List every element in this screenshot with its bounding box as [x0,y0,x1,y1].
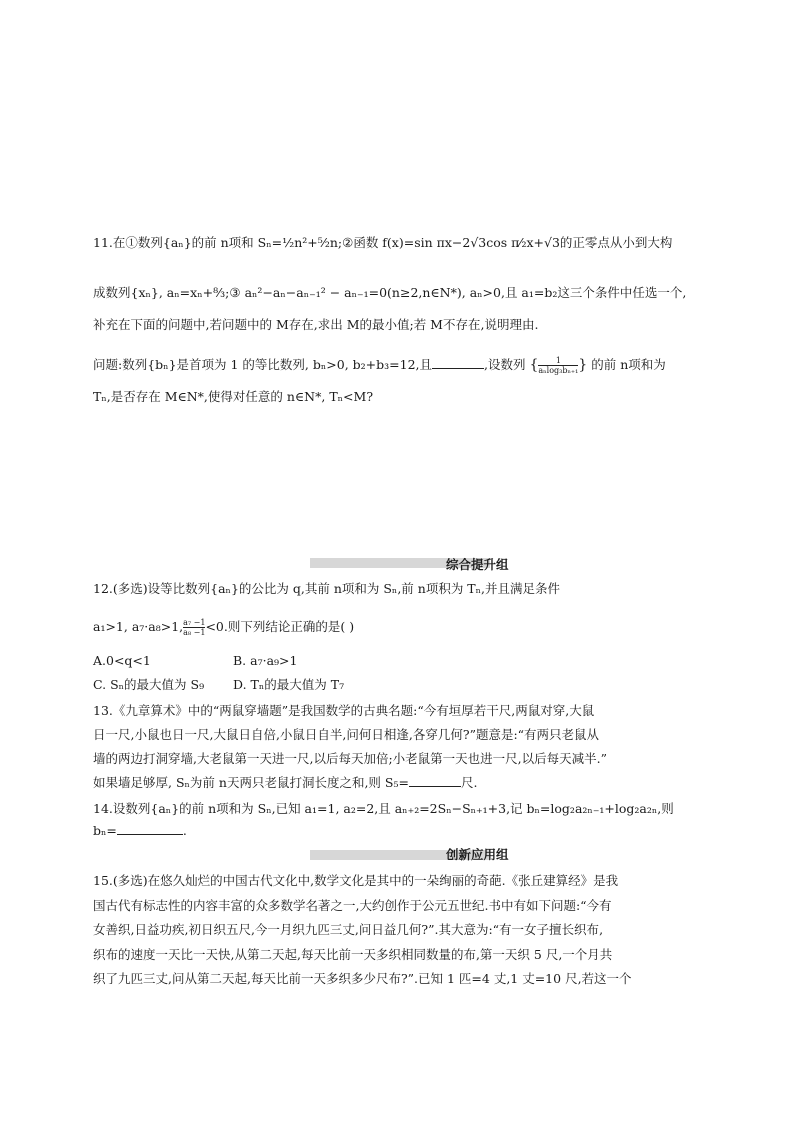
q13-line-2: 日一尺,小鼠也日一尺,大鼠日自倍,小鼠日自半,问何日相逢,各穿几何?”题意是:“有两只老鼠从 [93,727,600,742]
q11-fraction [538,356,578,375]
q12-fraction-numerator: a₇ −1 [183,618,206,627]
q13-line-1: 13.《九章算术》中的“两鼠穿墙题”是我国数学的古典名题:“今有垣厚若干尺,两鼠对穿,大鼠 [93,703,595,718]
q12-fraction-denominator: a₈ −1 [183,628,206,637]
q12-option-c[interactable]: C. Sₙ的最大值为 S₉ [93,677,205,692]
q11-brace-right: } [578,357,588,373]
q13-line-3: 墙的两边打洞穿墙,大老鼠第一天进一尺,以后每天加倍;小老鼠第一天也进一尺,以后每天减半.” [93,751,607,766]
q14-line-1: 14.设数列{aₙ}的前 n项和为 Sₙ,已知 a₁=1, a₂=2,且 aₙ₊₂=2Sₙ−Sₙ₊₁+3,记 bₙ=log₂a₂ₙ₋₁+log₂a₂ₙ,则 [93,801,674,816]
q15-line-5: 织了九匹三丈,问从第二天起,每天比前一天多织多少尺布?”.已知 1 匹=4 丈,1 丈=10 尺,若这一个 [93,971,632,986]
q12-options-row-1 [93,652,734,670]
q11-answer-blank[interactable] [432,356,484,369]
q11-line-2: 成数列{xₙ}, aₙ=xₙ+⁸⁄₃;③ aₙ²−aₙ−aₙ₋₁² − aₙ₋₁=0(n≥2,n∈N*), aₙ>0,且 a₁=b₂这三个条件中任选一个, [93,285,687,300]
q14-line-2 [93,822,734,840]
q14-answer-blank[interactable] [117,822,183,835]
q12-options-row-2 [93,676,734,694]
section-1-title: 综合提升组 [446,557,509,572]
section-2-title: 创新应用组 [446,847,509,862]
q15-line-3: 女善织,日益功疾,初日织五尺,今一月织九匹三丈,问日益几何?”.其大意为:“有一女子擅长织布, [93,922,604,937]
q13-line-4-text-b: 尺. [460,775,478,790]
q11-brace-left: { [529,357,539,373]
q11-line-4 [93,356,734,375]
q11-line-4-text-a: 问题:数列{bₙ}是首项为 1 的等比数列, bₙ>0, b₂+b₃=12,且 [93,357,433,372]
q13-line-4 [93,774,734,792]
q14-line-2-text-a: bₙ= [93,823,117,838]
q12-line-2-text-a: a₁>1, a₇·a₈>1, [93,619,184,634]
q12-option-a[interactable]: A.0<q<1 [93,653,151,668]
q11-line-1: 11.在①数列{aₙ}的前 n项和 Sₙ=½n²+⁵⁄₂n;②函数 f(x)=sin πx−2√3cos π⁄₂x+√3的正零点从小到大构 [93,235,673,250]
q13-answer-blank[interactable] [409,774,461,787]
q12-option-d[interactable]: D. Tₙ的最大值为 T₇ [233,677,345,692]
q13-line-4-text-a: 如果墙足够厚, Sₙ为前 n天两只老鼠打洞长度之和,则 S₅= [93,775,409,790]
q12-fraction [183,618,205,637]
q14-line-2-text-b: . [182,823,187,838]
q12-option-b[interactable]: B. a₇·a₉>1 [233,653,298,668]
q11-fraction-numerator: 1 [555,356,561,365]
q15-line-2: 国古代有标志性的内容丰富的众多数学名著之一,大约创作于公元五世纪.书中有如下问题:“今有 [93,898,612,913]
q12-line-2-text-b: <0.则下列结论正确的是( ) [205,619,355,634]
q11-line-5: Tₙ,是否存在 M∈N*,使得对任意的 n∈N*, Tₙ<M? [93,389,374,404]
q11-line-4-text-c: 的前 n项和为 [591,357,666,372]
q15-line-1: 15.(多选)在悠久灿烂的中国古代文化中,数学文化是其中的一朵绚丽的奇葩.《张丘建算经》是我 [93,873,619,888]
q12-line-2 [93,618,734,637]
q11-fraction-denominator: aₙlog₃bₙ₊₁ [538,366,579,375]
q11-line-3: 补充在下面的问题中,若问题中的 M存在,求出 M的最小值;若 M不存在,说明理由. [93,317,539,332]
q15-line-4: 织布的速度一天比一天快,从第二天起,每天比前一天多织相同数量的布,第一天织 5 尺,一个月共 [93,947,613,962]
q11-line-4-text-b: ,设数列 [484,357,526,372]
q12-line-1: 12.(多选)设等比数列{aₙ}的公比为 q,其前 n项和为 Sₙ,前 n项积为 Tₙ,并且满足条件 [93,581,561,596]
